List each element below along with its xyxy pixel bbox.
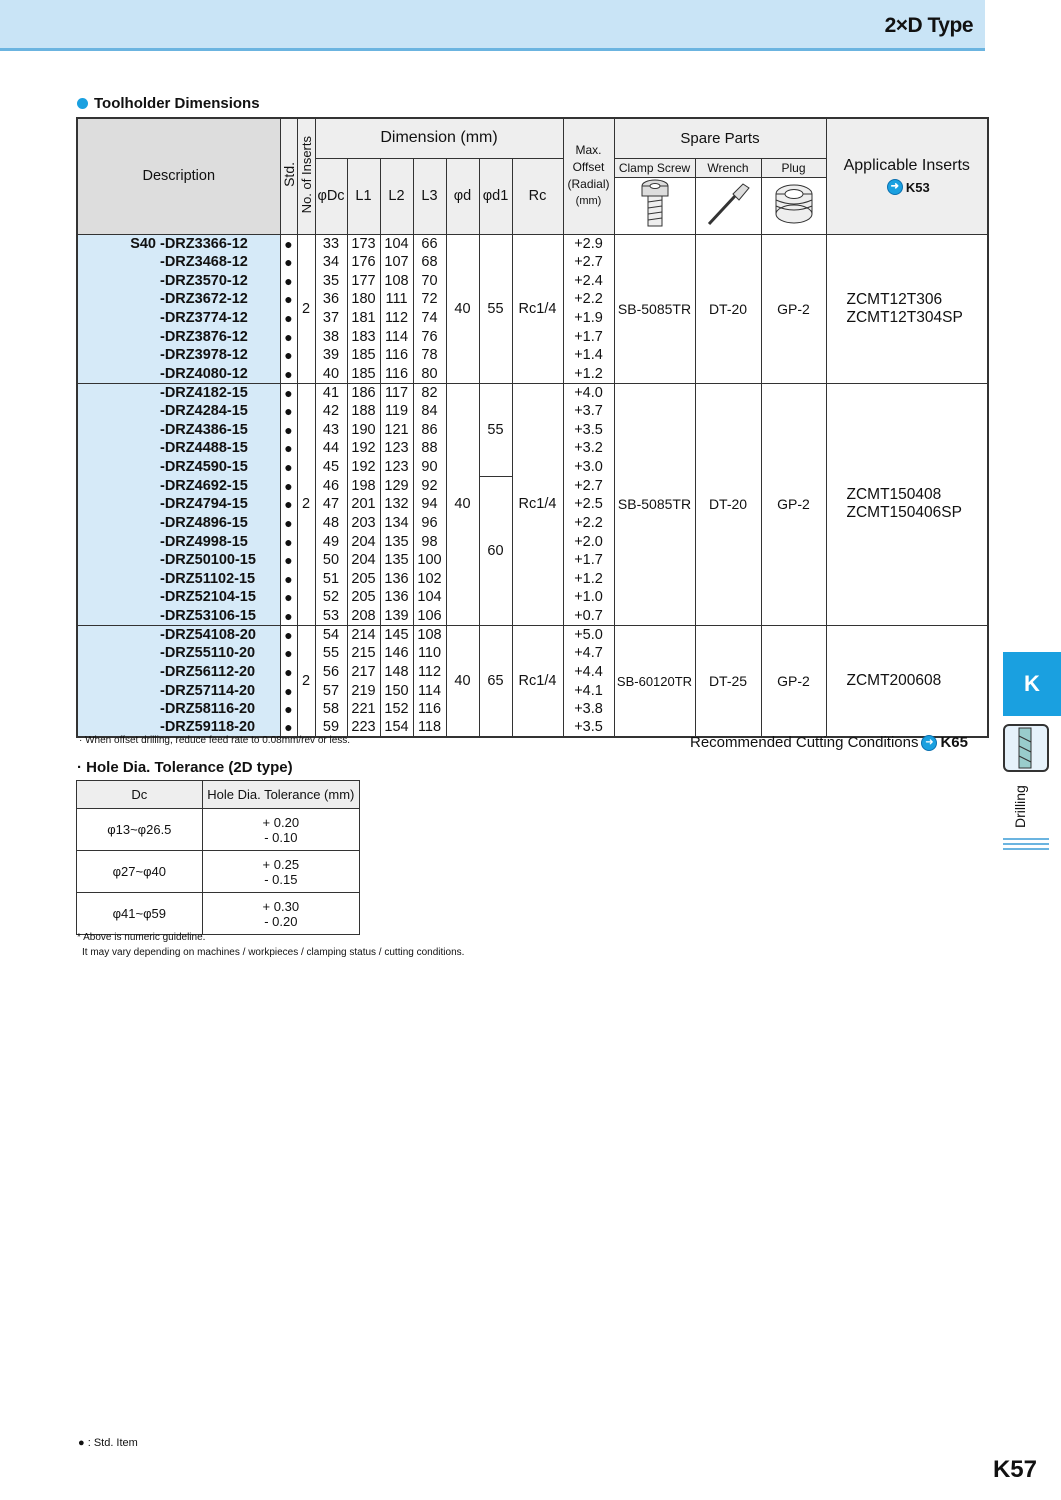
header-max-offset: Max. Offset (Radial) (mm) — [563, 118, 614, 234]
dim-l3: 96 — [413, 514, 446, 533]
std-mark: ● — [280, 420, 297, 439]
insert-model: ZCMT150406SP — [846, 504, 962, 522]
dim-rc: Rc1/4 — [512, 234, 563, 383]
wrench-icon — [703, 178, 753, 230]
tolerance-header-dc: Dc — [77, 781, 203, 809]
model-name: -DRZ56112-20 — [160, 664, 256, 681]
max-offset: +3.2 — [563, 439, 614, 458]
dim-l3: 76 — [413, 327, 446, 346]
dim-l2: 104 — [380, 234, 413, 253]
max-offset: +2.2 — [563, 290, 614, 309]
std-mark: ● — [280, 327, 297, 346]
dim-l1: 201 — [347, 495, 380, 514]
dim-dc: 44 — [315, 439, 347, 458]
arrow-right-icon: ➜ — [921, 735, 937, 751]
dim-l3: 94 — [413, 495, 446, 514]
max-offset: +1.9 — [563, 309, 614, 328]
std-mark: ● — [280, 476, 297, 495]
max-offset: +2.5 — [563, 495, 614, 514]
std-mark: ● — [280, 607, 297, 626]
clamp-screw-icon — [638, 178, 672, 230]
max-offset: +0.7 — [563, 607, 614, 626]
dim-l2: 152 — [380, 700, 413, 719]
dim-dc: 40 — [315, 364, 347, 383]
header-no-inserts: No. of Inserts — [297, 118, 315, 234]
model-name: -DRZ3366-12 — [160, 235, 248, 252]
max-offset: +3.5 — [563, 420, 614, 439]
dim-dc: 59 — [315, 719, 347, 738]
dim-d: 40 — [446, 383, 479, 625]
dim-l3: 98 — [413, 532, 446, 551]
max-offset: +3.5 — [563, 719, 614, 738]
header-wrench: Wrench — [695, 158, 761, 177]
dim-dc: 36 — [315, 290, 347, 309]
header-d1: φd1 — [479, 158, 512, 234]
dim-dc: 35 — [315, 271, 347, 290]
description-cell — [77, 346, 280, 365]
dim-l2: 136 — [380, 570, 413, 589]
dim-l1: 180 — [347, 290, 380, 309]
dim-l1: 190 — [347, 420, 380, 439]
model-name: -DRZ3672-12 — [160, 291, 248, 308]
max-offset: +4.1 — [563, 681, 614, 700]
guideline-note-2: It may vary depending on machines / workpieces / clamping status / cutting conditions. — [82, 947, 465, 958]
header-l3: L3 — [413, 158, 446, 234]
header-std: Std. — [280, 118, 297, 234]
dim-dc: 50 — [315, 551, 347, 570]
dim-dc: 52 — [315, 588, 347, 607]
arrow-right-icon: ➜ — [887, 179, 903, 195]
description-cell — [77, 495, 280, 514]
wrench-part: DT-20 — [695, 383, 761, 625]
dim-l1: 214 — [347, 625, 380, 644]
insert-model: ZCMT200608 — [846, 672, 942, 690]
dim-l3: 92 — [413, 476, 446, 495]
header-l1: L1 — [347, 158, 380, 234]
section-title: Toolholder Dimensions — [77, 95, 260, 112]
max-offset: +3.7 — [563, 402, 614, 421]
header-dimension: Dimension (mm) — [315, 118, 563, 158]
header-dc: φDc — [315, 158, 347, 234]
dim-l3: 100 — [413, 551, 446, 570]
dim-l3: 108 — [413, 625, 446, 644]
max-offset: +1.2 — [563, 364, 614, 383]
model-name: -DRZ4896-15 — [160, 514, 248, 531]
model-name: -DRZ55110-20 — [160, 645, 256, 662]
max-offset: +1.2 — [563, 570, 614, 589]
description-cell — [77, 364, 280, 383]
model-name: -DRZ4488-15 — [160, 440, 248, 457]
dim-l2: 114 — [380, 327, 413, 346]
page-title: 2×D Type — [884, 14, 973, 37]
dim-l2: 116 — [380, 346, 413, 365]
model-name: -DRZ3876-12 — [160, 328, 248, 345]
dim-l3: 104 — [413, 588, 446, 607]
std-mark: ● — [280, 234, 297, 253]
dim-l2: 107 — [380, 253, 413, 272]
model-name: -DRZ4284-15 — [160, 403, 248, 420]
dim-d1: 60 — [479, 476, 512, 625]
dim-l1: 192 — [347, 439, 380, 458]
description-cell — [77, 253, 280, 272]
applicable-ref-link[interactable]: K53 — [905, 179, 930, 195]
inserts-count: 2 — [297, 234, 315, 383]
model-name: -DRZ3468-12 — [160, 253, 248, 270]
max-offset: +2.4 — [563, 271, 614, 290]
dim-l1: 219 — [347, 681, 380, 700]
applicable-inserts — [826, 383, 988, 625]
max-offset: +4.0 — [563, 383, 614, 402]
header-description: Description — [77, 118, 280, 234]
dim-l1: 203 — [347, 514, 380, 533]
std-mark: ● — [280, 700, 297, 719]
model-name: -DRZ3570-12 — [160, 272, 248, 289]
dim-l1: 204 — [347, 551, 380, 570]
dim-dc: 51 — [315, 570, 347, 589]
max-offset: +2.7 — [563, 253, 614, 272]
description-cell — [77, 420, 280, 439]
dim-l2: 119 — [380, 402, 413, 421]
description-cell — [77, 644, 280, 663]
table-row — [77, 234, 988, 253]
dim-l1: 185 — [347, 364, 380, 383]
dim-dc: 39 — [315, 346, 347, 365]
tolerance-title: · Hole Dia. Tolerance (2D type) — [77, 759, 293, 776]
model-name: -DRZ4080-12 — [160, 365, 248, 382]
plug-icon — [772, 178, 816, 230]
dim-l1: 177 — [347, 271, 380, 290]
header-d: φd — [446, 158, 479, 234]
plug-part: GP-2 — [761, 234, 826, 383]
header-plug: Plug — [761, 158, 826, 177]
clamp-screw-part: SB-5085TR — [614, 383, 695, 625]
dim-l2: 132 — [380, 495, 413, 514]
description-cell — [77, 588, 280, 607]
dim-l1: 176 — [347, 253, 380, 272]
std-mark: ● — [280, 309, 297, 328]
max-offset: +1.4 — [563, 346, 614, 365]
description-cell — [77, 327, 280, 346]
table-row: φ27~φ40 + 0.25 - 0.15 — [77, 851, 360, 893]
clamp-screw-part: SB-60120TR — [614, 625, 695, 737]
wrench-image — [695, 177, 761, 234]
dim-l1: 173 — [347, 234, 380, 253]
std-mark: ● — [280, 588, 297, 607]
side-tab-letter[interactable]: K — [1003, 652, 1061, 716]
header-bar — [0, 0, 985, 51]
max-offset: +3.8 — [563, 700, 614, 719]
model-name: -DRZ58116-20 — [160, 701, 256, 718]
dim-l3: 84 — [413, 402, 446, 421]
model-name: -DRZ51102-15 — [160, 570, 256, 587]
dim-l3: 118 — [413, 719, 446, 738]
dim-rc: Rc1/4 — [512, 383, 563, 625]
model-name: -DRZ4386-15 — [160, 421, 248, 438]
dim-l2: 108 — [380, 271, 413, 290]
dim-dc: 33 — [315, 234, 347, 253]
model-name: -DRZ3978-12 — [160, 347, 248, 364]
description-cell — [77, 309, 280, 328]
dim-l2: 145 — [380, 625, 413, 644]
dim-l3: 102 — [413, 570, 446, 589]
header-rc: Rc — [512, 158, 563, 234]
dim-l1: 204 — [347, 532, 380, 551]
dim-dc: 34 — [315, 253, 347, 272]
side-tab-label: Drilling — [1012, 785, 1028, 828]
insert-model: ZCMT12T306 — [846, 290, 943, 308]
plug-image — [761, 177, 826, 234]
table-row: φ41~φ59 + 0.30 - 0.20 — [77, 893, 360, 935]
std-mark: ● — [280, 514, 297, 533]
dim-dc: 54 — [315, 625, 347, 644]
max-offset: +5.0 — [563, 625, 614, 644]
wrench-part: DT-20 — [695, 234, 761, 383]
description-cell — [77, 570, 280, 589]
model-name: -DRZ50100-15 — [160, 552, 256, 569]
dim-l1: 205 — [347, 570, 380, 589]
std-mark: ● — [280, 253, 297, 272]
table-row — [77, 383, 988, 402]
dim-dc: 45 — [315, 458, 347, 477]
model-name: -DRZ4182-15 — [160, 384, 248, 401]
applicable-inserts — [826, 234, 988, 383]
header-spare-parts: Spare Parts — [614, 118, 826, 158]
offset-note: · When offset drilling, reduce feed rate to 0.08mm/rev or less. — [79, 735, 351, 746]
model-name: -DRZ59118-20 — [160, 719, 256, 736]
dim-l1: 192 — [347, 458, 380, 477]
dim-l2: 111 — [380, 290, 413, 309]
header-l2: L2 — [380, 158, 413, 234]
std-legend: ● : Std. Item — [78, 1437, 138, 1449]
max-offset: +1.7 — [563, 327, 614, 346]
dim-dc: 43 — [315, 420, 347, 439]
insert-model: ZCMT12T304SP — [846, 308, 963, 326]
dim-l2: 112 — [380, 309, 413, 328]
description-cell — [77, 663, 280, 682]
dim-dc: 46 — [315, 476, 347, 495]
clamp-screw-part: SB-5085TR — [614, 234, 695, 383]
dim-rc: Rc1/4 — [512, 625, 563, 737]
dim-l2: 116 — [380, 364, 413, 383]
std-mark: ● — [280, 364, 297, 383]
std-mark: ● — [280, 458, 297, 477]
dim-l3: 82 — [413, 383, 446, 402]
max-offset: +2.9 — [563, 234, 614, 253]
dim-l3: 78 — [413, 346, 446, 365]
dim-dc: 47 — [315, 495, 347, 514]
dim-l3: 80 — [413, 364, 446, 383]
insert-model: ZCMT150408 — [846, 486, 942, 504]
dim-l1: 181 — [347, 309, 380, 328]
dim-l1: 185 — [347, 346, 380, 365]
dim-l3: 106 — [413, 607, 446, 626]
header-applicable-inserts: Applicable Inserts ➜ K53 — [826, 118, 988, 234]
dim-l2: 121 — [380, 420, 413, 439]
description-cell — [77, 607, 280, 626]
dim-dc: 55 — [315, 644, 347, 663]
dim-l2: 136 — [380, 588, 413, 607]
std-mark: ● — [280, 495, 297, 514]
description-cell — [77, 551, 280, 570]
std-mark: ● — [280, 663, 297, 682]
description-cell — [77, 271, 280, 290]
std-mark: ● — [280, 402, 297, 421]
std-mark: ● — [280, 271, 297, 290]
recommended-conditions: Recommended Cutting Conditions ➜ K65 — [690, 734, 968, 751]
dim-d: 40 — [446, 625, 479, 737]
applicable-inserts — [826, 625, 988, 737]
dim-l1: 217 — [347, 663, 380, 682]
wrench-part: DT-25 — [695, 625, 761, 737]
guideline-note-1: * Above is numeric guideline. — [77, 932, 206, 943]
max-offset: +1.0 — [563, 588, 614, 607]
dim-l2: 139 — [380, 607, 413, 626]
std-mark: ● — [280, 719, 297, 738]
description-cell — [77, 700, 280, 719]
dim-l3: 90 — [413, 458, 446, 477]
description-cell — [77, 625, 280, 644]
dim-l2: 129 — [380, 476, 413, 495]
plug-part: GP-2 — [761, 383, 826, 625]
description-cell — [77, 458, 280, 477]
drill-icon — [1003, 724, 1049, 772]
bullet-dot-icon — [77, 98, 88, 109]
description-cell — [77, 402, 280, 421]
dim-l2: 123 — [380, 458, 413, 477]
model-name: -DRZ57114-20 — [160, 682, 256, 699]
dim-l1: 208 — [347, 607, 380, 626]
dim-l1: 205 — [347, 588, 380, 607]
dim-dc: 58 — [315, 700, 347, 719]
std-mark: ● — [280, 532, 297, 551]
std-mark: ● — [280, 625, 297, 644]
model-name: -DRZ4692-15 — [160, 477, 248, 494]
model-name: -DRZ4794-15 — [160, 496, 248, 513]
description-cell — [77, 383, 280, 402]
toolholder-table — [76, 117, 989, 738]
dim-l3: 74 — [413, 309, 446, 328]
dim-l1: 221 — [347, 700, 380, 719]
tolerance-header-value: Hole Dia. Tolerance (mm) — [202, 781, 359, 809]
model-name: -DRZ4998-15 — [160, 533, 248, 550]
table-row: φ13~φ26.5 + 0.20 - 0.10 — [77, 809, 360, 851]
dim-l3: 66 — [413, 234, 446, 253]
clamp-screw-image — [614, 177, 695, 234]
dim-l3: 88 — [413, 439, 446, 458]
dim-l3: 70 — [413, 271, 446, 290]
description-cell — [77, 532, 280, 551]
description-cell — [77, 514, 280, 533]
max-offset: +2.0 — [563, 532, 614, 551]
dim-dc: 41 — [315, 383, 347, 402]
dim-l3: 86 — [413, 420, 446, 439]
model-name: -DRZ52104-15 — [160, 589, 256, 606]
model-name: -DRZ54108-20 — [160, 627, 256, 644]
description-cell — [77, 439, 280, 458]
model-name: -DRZ3774-12 — [160, 309, 248, 326]
std-mark: ● — [280, 551, 297, 570]
std-mark: ● — [280, 346, 297, 365]
dim-dc: 38 — [315, 327, 347, 346]
inserts-count: 2 — [297, 625, 315, 737]
dim-l1: 183 — [347, 327, 380, 346]
dim-d1: 55 — [479, 234, 512, 383]
dim-dc: 37 — [315, 309, 347, 328]
dim-l2: 117 — [380, 383, 413, 402]
dim-l2: 134 — [380, 514, 413, 533]
header-clamp-screw: Clamp Screw — [614, 158, 695, 177]
std-mark: ● — [280, 439, 297, 458]
dim-dc: 53 — [315, 607, 347, 626]
std-mark: ● — [280, 290, 297, 309]
dim-dc: 56 — [315, 663, 347, 682]
dim-l1: 186 — [347, 383, 380, 402]
dim-l3: 116 — [413, 700, 446, 719]
dim-l1: 215 — [347, 644, 380, 663]
dim-d: 40 — [446, 234, 479, 383]
page-number: K57 — [992, 1456, 1037, 1483]
description-cell: S40 -DRZ3366-12 — [77, 234, 280, 253]
tolerance-table — [76, 780, 360, 935]
side-lines — [1003, 838, 1049, 853]
dim-dc: 48 — [315, 514, 347, 533]
dim-l3: 68 — [413, 253, 446, 272]
recommended-ref-link[interactable]: K65 — [940, 734, 968, 751]
dim-l3: 114 — [413, 681, 446, 700]
table-row — [77, 625, 988, 644]
max-offset: +4.7 — [563, 644, 614, 663]
dim-l2: 150 — [380, 681, 413, 700]
plug-part: GP-2 — [761, 625, 826, 737]
dim-l3: 112 — [413, 663, 446, 682]
dim-l2: 148 — [380, 663, 413, 682]
dim-l3: 72 — [413, 290, 446, 309]
std-mark: ● — [280, 570, 297, 589]
dim-dc: 57 — [315, 681, 347, 700]
dim-l2: 154 — [380, 719, 413, 738]
std-mark: ● — [280, 681, 297, 700]
dim-l2: 135 — [380, 532, 413, 551]
dim-d1: 65 — [479, 625, 512, 737]
description-cell — [77, 290, 280, 309]
std-mark: ● — [280, 644, 297, 663]
dim-l1: 223 — [347, 719, 380, 738]
dim-l3: 110 — [413, 644, 446, 663]
model-name: -DRZ53106-15 — [160, 607, 256, 624]
description-cell — [77, 476, 280, 495]
dim-dc: 42 — [315, 402, 347, 421]
max-offset: +2.7 — [563, 476, 614, 495]
std-mark: ● — [280, 383, 297, 402]
dim-dc: 49 — [315, 532, 347, 551]
table-body — [77, 234, 988, 737]
description-cell — [77, 681, 280, 700]
dim-l2: 135 — [380, 551, 413, 570]
dim-d1: 55 — [479, 383, 512, 476]
max-offset: +4.4 — [563, 663, 614, 682]
dim-l2: 146 — [380, 644, 413, 663]
max-offset: +1.7 — [563, 551, 614, 570]
dim-l2: 123 — [380, 439, 413, 458]
inserts-count: 2 — [297, 383, 315, 625]
dim-l1: 188 — [347, 402, 380, 421]
max-offset: +2.2 — [563, 514, 614, 533]
model-name: -DRZ4590-15 — [160, 459, 248, 475]
max-offset: +3.0 — [563, 458, 614, 477]
dim-l1: 198 — [347, 476, 380, 495]
